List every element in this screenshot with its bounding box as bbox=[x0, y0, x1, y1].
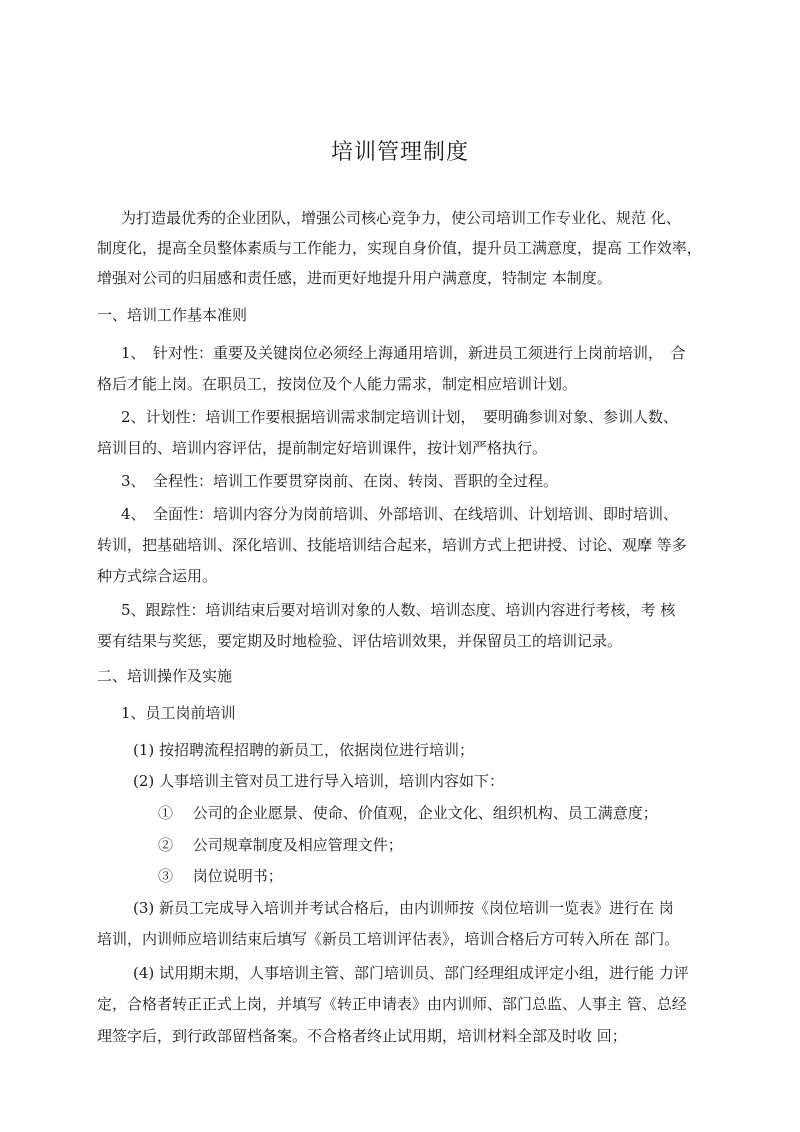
s1-p2-line-2: 培训目的、培训内容评估，提前制定好培训课件，按计划严格执行。 bbox=[97, 439, 548, 457]
s2-item3-line-2: 培训，内训师应培训结束后填写《新员工培训评估表》，培训合格后方可转入所在 部门。 bbox=[97, 930, 680, 948]
section1-heading: 一、培训工作基本准则 bbox=[97, 306, 248, 324]
intro-line-1: 为打造最优秀的企业团队，增强公司核心竞争力，使公司培训工作专业化、规范 化、 bbox=[121, 209, 681, 227]
intro-line-2: 制度化，提高全员整体素质与工作能力，实现自身价值，提升员工满意度，提高 工作效率， bbox=[97, 239, 702, 257]
s1-p5-line-1: 5、跟踪性：培训结束后要对培训对象的人数、培训态度、培训内容进行考核，考 核 bbox=[121, 601, 676, 619]
s2-circle-item-1: ① 公司的企业愿景、使命、价值观，企业文化、组织机构、员工满意度； bbox=[158, 804, 658, 822]
s1-p2-line-1: 2、计划性：培训工作要根据培训需求制定培训计划， 要明确参训对象、参训人数、 bbox=[121, 408, 679, 426]
s2-item4-line-2: 定，合格者转正正式上岗，并填写《转正申请表》由内训师、部门总监、人事主 管、总经 bbox=[97, 995, 687, 1013]
section2-heading: 二、培训操作及实施 bbox=[97, 667, 233, 685]
s2-item3-line-1: (3) 新员工完成导入培训并考试合格后，由内训师按《岗位培训一览表》进行在 岗 bbox=[133, 899, 674, 917]
s2-item2: (2) 人事培训主管对员工进行导入培训，培训内容如下： bbox=[133, 772, 505, 790]
s1-p3-line-1: 3、 全程性：培训工作要贯穿岗前、在岗、转岗、晋职的全过程。 bbox=[121, 472, 559, 490]
s2-circle-item-3: ③ 岗位说明书； bbox=[158, 867, 283, 885]
intro-line-3: 增强对公司的归届感和责任感，进而更好地提升用户满意度，特制定 本制度。 bbox=[97, 269, 612, 287]
s2-circle-item-2: ② 公司规章制度及相应管理文件； bbox=[158, 836, 403, 854]
s2-item4-line-1: (4) 试用期末期，人事培训主管、部门培训员、部门经理组成评定小组，进行能 力评 bbox=[133, 964, 689, 982]
s2-item1: (1) 按招聘流程招聘的新员工，依据岗位进行培训； bbox=[133, 741, 475, 759]
document-title: 培训管理制度 bbox=[330, 140, 469, 165]
s1-p5-line-2: 要有结果与奖惩，要定期及时地检验、评估培训效果，并保留员工的培训记录。 bbox=[97, 632, 623, 650]
s1-p1-line-2: 格后才能上岗。在职员工，按岗位及个人能力需求，制定相应培训计划。 bbox=[97, 375, 578, 393]
s1-p4-line-1: 4、 全面性：培训内容分为岗前培训、外部培训、在线培训、计划培训、即时培训、 bbox=[121, 505, 679, 523]
s2-sub1: 1、员工岗前培训 bbox=[121, 704, 236, 722]
s1-p1-line-1: 1、 针对性：重要及关键岗位必须经上海通用培训，新进员工须进行上岗前培训， 合 bbox=[121, 344, 686, 362]
s1-p4-line-2: 转训，把基础培训、深化培训、技能培训结合起来，培训方式上把讲授、讨论、观摩 等多 bbox=[97, 536, 687, 554]
s1-p4-line-3: 种方式综合运用。 bbox=[97, 567, 218, 585]
s2-item4-line-3: 理签字后，到行政部留档备案。不合格者终止试用期，培训材料全部及时收 回； bbox=[97, 1027, 627, 1045]
